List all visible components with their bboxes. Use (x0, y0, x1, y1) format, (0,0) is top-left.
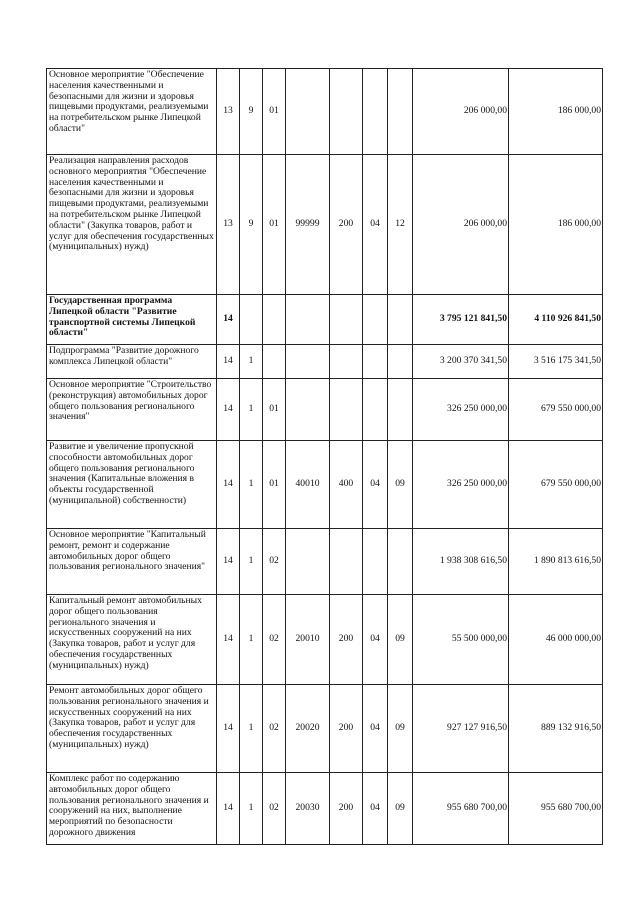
subsection-code: 09 (388, 441, 413, 529)
direction-code (286, 345, 330, 379)
measure-code: 01 (263, 379, 286, 441)
section-code: 04 (363, 155, 388, 295)
direction-code: 20010 (286, 595, 330, 685)
subsection-code (388, 345, 413, 379)
expense-type-code: 200 (330, 685, 363, 773)
expense-type-code: 200 (330, 155, 363, 295)
amount-year-2: 3 516 175 341,50 (509, 345, 603, 379)
direction-code: 20030 (286, 773, 330, 845)
measure-code: 02 (263, 685, 286, 773)
subsection-code: 12 (388, 155, 413, 295)
section-code: 04 (363, 773, 388, 845)
subsection-code (388, 379, 413, 441)
program-code: 14 (217, 595, 240, 685)
direction-code (286, 529, 330, 595)
measure-code: 02 (263, 773, 286, 845)
direction-code: 40010 (286, 441, 330, 529)
subprogram-code: 1 (240, 379, 263, 441)
section-code: 04 (363, 685, 388, 773)
subsection-code: 09 (388, 685, 413, 773)
subprogram-code: 1 (240, 529, 263, 595)
section-code (363, 529, 388, 595)
row-name: Основное мероприятие "Строительство (реконструкция) автомобильных дорог общего пользования регионального значения" (47, 379, 217, 441)
amount-year-2: 955 680 700,00 (509, 773, 603, 845)
amount-year-1: 955 680 700,00 (413, 773, 509, 845)
program-code: 14 (217, 529, 240, 595)
table-row (47, 685, 603, 773)
table-row (47, 379, 603, 441)
amount-year-2: 186 000,00 (509, 155, 603, 295)
expense-type-code (330, 529, 363, 595)
table-row (47, 155, 603, 295)
row-name: Государственная программа Липецкой области "Развитие транспортной системы Липецкой области" (47, 295, 217, 345)
amount-year-2: 679 550 000,00 (509, 379, 603, 441)
measure-code (263, 345, 286, 379)
amount-year-1: 206 000,00 (413, 69, 509, 155)
budget-table (46, 68, 603, 845)
subprogram-code: 1 (240, 773, 263, 845)
expense-type-code (330, 69, 363, 155)
row-name: Подпрограмма "Развитие дорожного комплекса Липецкой области" (47, 345, 217, 379)
amount-year-2: 889 132 916,50 (509, 685, 603, 773)
amount-year-2: 679 550 000,00 (509, 441, 603, 529)
row-name: Основное мероприятие "Капитальный ремонт, ремонт и содержание автомобильных дорог общего пользования регионального значения" (47, 529, 217, 595)
table-row (47, 295, 603, 345)
program-code: 14 (217, 345, 240, 379)
amount-year-2: 46 000 000,00 (509, 595, 603, 685)
expense-type-code: 400 (330, 441, 363, 529)
program-code: 14 (217, 295, 240, 345)
subprogram-code (240, 295, 263, 345)
subprogram-code: 1 (240, 441, 263, 529)
program-code: 14 (217, 441, 240, 529)
row-name: Основное мероприятие "Обеспечение населения качественными и безопасными для жизни и здоровья пищевыми продуктами, реализуемыми на потребительском рынке Липецкой области" (47, 69, 217, 155)
table-row (47, 441, 603, 529)
expense-type-code (330, 379, 363, 441)
subsection-code (388, 529, 413, 595)
subsection-code (388, 295, 413, 345)
amount-year-1: 927 127 916,50 (413, 685, 509, 773)
table-row (47, 595, 603, 685)
amount-year-1: 3 795 121 841,50 (413, 295, 509, 345)
table-row (47, 345, 603, 379)
amount-year-2: 4 110 926 841,50 (509, 295, 603, 345)
direction-code: 20020 (286, 685, 330, 773)
expense-type-code (330, 345, 363, 379)
amount-year-1: 326 250 000,00 (413, 441, 509, 529)
subprogram-code: 1 (240, 685, 263, 773)
direction-code (286, 69, 330, 155)
row-name: Капитальный ремонт автомобильных дорог общего пользования регионального значения и искусственных сооружений на них (Закупка товаров, работ и услуг для обеспечения государственных (муниципальных) нужд) (47, 595, 217, 685)
expense-type-code (330, 295, 363, 345)
program-code: 14 (217, 379, 240, 441)
amount-year-1: 206 000,00 (413, 155, 509, 295)
amount-year-1: 3 200 370 341,50 (413, 345, 509, 379)
table-row (47, 773, 603, 845)
subprogram-code: 9 (240, 155, 263, 295)
program-code: 14 (217, 773, 240, 845)
measure-code: 01 (263, 441, 286, 529)
section-code: 04 (363, 441, 388, 529)
row-name: Комплекс работ по содержанию автомобильных дорог общего пользования регионального значения и сооружений на них, выполнение мероприятий по безопасности дорожного движения (47, 773, 217, 845)
amount-year-1: 326 250 000,00 (413, 379, 509, 441)
row-name: Ремонт автомобильных дорог общего пользования регионального значения и искусственных сооружений на них (Закупка товаров, работ и услуг для обеспечения государственных (муниципальных) нужд) (47, 685, 217, 773)
section-code: 04 (363, 595, 388, 685)
subsection-code: 09 (388, 595, 413, 685)
amount-year-1: 1 938 308 616,50 (413, 529, 509, 595)
direction-code (286, 295, 330, 345)
table-row (47, 529, 603, 595)
measure-code: 01 (263, 155, 286, 295)
measure-code: 01 (263, 69, 286, 155)
section-code (363, 345, 388, 379)
amount-year-2: 186 000,00 (509, 69, 603, 155)
subsection-code (388, 69, 413, 155)
measure-code: 02 (263, 595, 286, 685)
subprogram-code: 9 (240, 69, 263, 155)
direction-code (286, 379, 330, 441)
section-code (363, 295, 388, 345)
expense-type-code: 200 (330, 773, 363, 845)
section-code (363, 69, 388, 155)
row-name: Реализация направления расходов основного мероприятия "Обеспечение населения качественными и безопасными для жизни и здоровья пищевыми продуктами, реализуемыми на потребительском рынке Липецкой области" (Закупка товаров, работ и услуг для обеспечения государственных (муниципальных) нужд) (47, 155, 217, 295)
program-code: 13 (217, 155, 240, 295)
measure-code: 02 (263, 529, 286, 595)
row-name: Развитие и увеличение пропускной способности автомобильных дорог общего пользования регионального значения (Капитальные вложения в объекты государственной (муниципальной) собственности) (47, 441, 217, 529)
section-code (363, 379, 388, 441)
amount-year-2: 1 890 813 616,50 (509, 529, 603, 595)
table-row (47, 69, 603, 155)
subprogram-code: 1 (240, 345, 263, 379)
subsection-code: 09 (388, 773, 413, 845)
subprogram-code: 1 (240, 595, 263, 685)
measure-code (263, 295, 286, 345)
amount-year-1: 55 500 000,00 (413, 595, 509, 685)
expense-type-code: 200 (330, 595, 363, 685)
program-code: 13 (217, 69, 240, 155)
program-code: 14 (217, 685, 240, 773)
direction-code: 99999 (286, 155, 330, 295)
